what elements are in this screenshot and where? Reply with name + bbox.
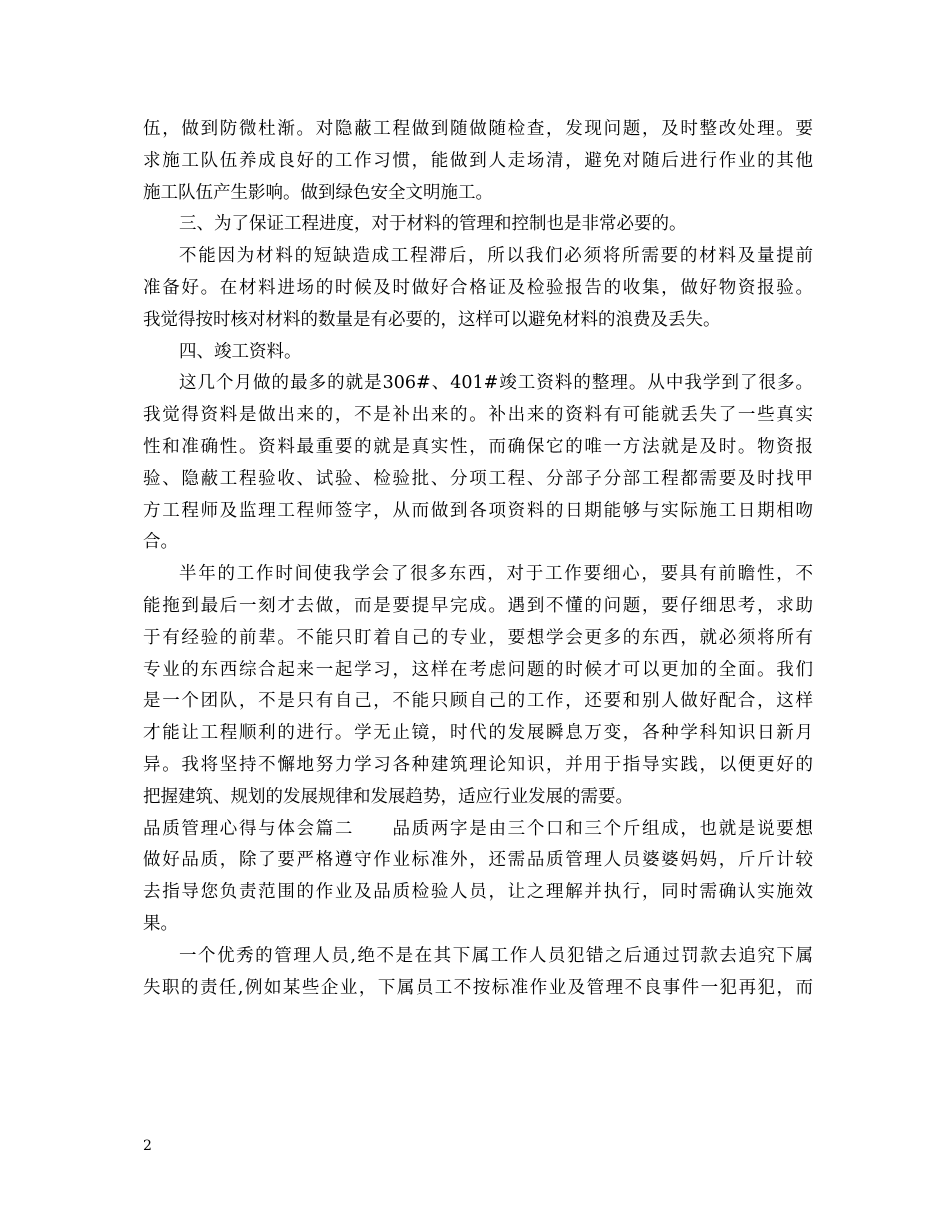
text-line: 方工程师及监理工程师签字，从而做到各项资料的日期能够与实际施工日期相吻 [143,500,813,521]
text-line: 不能因为材料的短缺造成工程滞后，所以我们必须将所需要的材料及量提前 [179,246,813,267]
text-line: 我觉得资料是做出来的，不是补出来的。补出来的资料有可能就丢失了一些真实 [143,405,813,426]
text-line: 果。 [143,913,178,934]
text-line: 品质管理心得与体会篇二 品质两字是由三个口和三个斤组成，也就是说要想 [143,818,813,839]
text-line: 伍，做到防微杜渐。对隐蔽工程做到随做随检查，发现问题，及时整改处理。要 [143,119,813,139]
text-line: 半年的工作时间使我学会了很多东西，对于工作要细心，要具有前瞻性，不 [179,564,813,585]
text-line: 能拖到最后一刻才去做，而是要提早完成。遇到不懂的问题，要仔细思考，求助 [143,595,813,616]
text-line: 是一个团队，不是只有自己，不能只顾自己的工作，还要和别人做好配合，这样 [143,691,813,712]
text-line: 才能让工程顺利的进行。学无止镜，时代的发展瞬息万变，各种学科知识日新月 [143,723,813,744]
text-line: 去指导您负责范围的作业及品质检验人员，让之理解并执行，同时需确认实施效 [143,882,813,903]
text-line: 异。我将坚持不懈地努力学习各种建筑理论知识，并用于指导实践，以便更好的 [143,754,813,775]
text-line: 把握建筑、规划的发展规律和发展趋势，适应行业发展的需要。 [143,786,633,807]
text-line: 失职的责任,例如某些企业，下属员工不按标准作业及管理不良事件一犯再犯，而 [143,977,813,998]
text-line: 专业的东西综合起来一起学习，这样在考虑问题的时候才可以更加的全面。我们 [143,659,813,680]
text-line: 我觉得按时核对材料的数量是有必要的，这样可以避免材料的浪费及丢失。 [143,309,721,330]
text-line: 四、竣工资料。 [179,341,302,362]
text-line: 于有经验的前辈。不能只盯着自己的专业，要想学会更多的东西，就必须将所有 [143,627,813,648]
page-number: 2 [143,1138,152,1154]
text-line: 验、隐蔽工程验收、试验、检验批、分项工程、分部子分部工程都需要及时找甲 [143,468,813,489]
body-text [143,114,813,1004]
text-line: 准备好。在材料进场的时候及时做好合格证及检验报告的收集，做好物资报验。 [143,277,813,298]
text-line: 合。 [143,532,178,553]
text-line: 性和准确性。资料最重要的就是真实性，而确保它的唯一方法就是及时。物资报 [143,436,813,457]
text-line: 一个优秀的管理人员,绝不是在其下属工作人员犯错之后通过罚款去追究下属 [179,945,813,966]
text-line: 求施工队伍养成良好的工作习惯，能做到人走场清，避免对随后进行作业的其他 [143,150,813,171]
text-line: 这几个月做的最多的就是306#、401#竣工资料的整理。从中我学到了很多。 [179,373,813,394]
text-line: 做好品质，除了要严格遵守作业标准外，还需品质管理人员婆婆妈妈，斤斤计较 [143,850,813,871]
text-line: 施工队伍产生影响。做到绿色安全文明施工。 [143,182,493,203]
text-line: 三、为了保证工程进度，对于材料的管理和控制也是非常必要的。 [179,214,687,235]
